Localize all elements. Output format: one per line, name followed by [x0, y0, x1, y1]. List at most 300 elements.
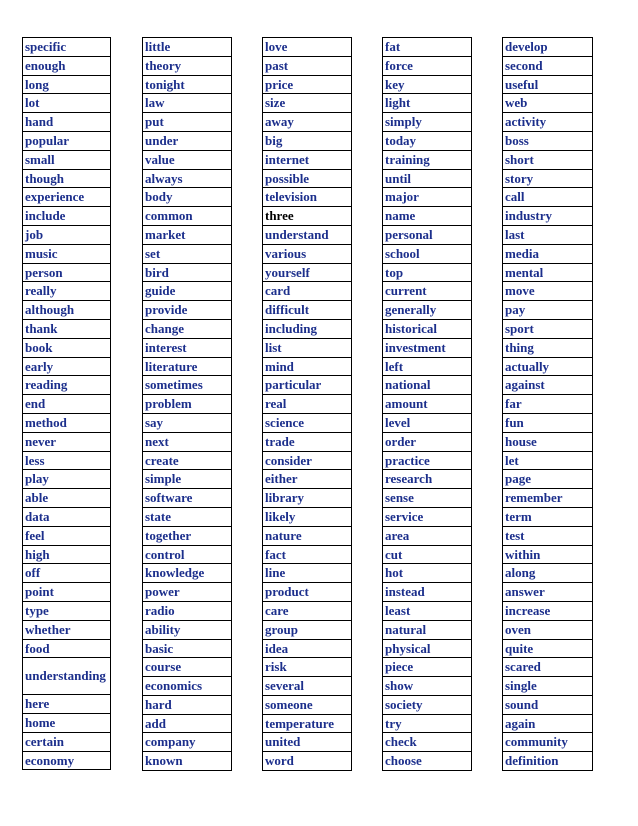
word-cell: along: [503, 564, 593, 583]
word-cell: likely: [263, 507, 352, 526]
word-cell: investment: [383, 338, 472, 357]
word-cell: hot: [383, 564, 472, 583]
word-cell: knowledge: [143, 564, 232, 583]
word-row: [23, 470, 111, 489]
word-row: [23, 620, 111, 639]
word-cell: power: [143, 583, 232, 602]
word-row: [143, 113, 232, 132]
word-cell: sport: [503, 319, 593, 338]
word-row: [23, 357, 111, 376]
word-row: [383, 357, 472, 376]
word-row: [263, 169, 352, 188]
word-cell: say: [143, 413, 232, 432]
word-row: [143, 94, 232, 113]
word-row: [383, 207, 472, 226]
word-cell: oven: [503, 620, 593, 639]
word-row: [383, 583, 472, 602]
word-cell: include: [23, 207, 111, 226]
word-row: [263, 432, 352, 451]
word-cell: simply: [383, 113, 472, 132]
word-row: [503, 301, 593, 320]
word-row: [383, 395, 472, 414]
word-cell: scared: [503, 658, 593, 677]
word-cell: big: [263, 131, 352, 150]
word-row: [23, 150, 111, 169]
word-row: [503, 489, 593, 508]
word-cell: sound: [503, 695, 593, 714]
word-cell: research: [383, 470, 472, 489]
word-row: [503, 752, 593, 771]
word-row: [383, 75, 472, 94]
word-row: [503, 451, 593, 470]
word-row: [263, 526, 352, 545]
word-column-3: [262, 37, 352, 771]
word-cell: national: [383, 376, 472, 395]
word-cell: thank: [23, 319, 111, 338]
word-row: [23, 244, 111, 263]
word-cell: useful: [503, 75, 593, 94]
word-cell: guide: [143, 282, 232, 301]
word-cell: economy: [23, 751, 111, 770]
word-cell: little: [143, 38, 232, 57]
word-cell: let: [503, 451, 593, 470]
word-cell: name: [383, 207, 472, 226]
word-row: [143, 695, 232, 714]
word-row: [263, 150, 352, 169]
word-row: [503, 470, 593, 489]
word-row: [263, 733, 352, 752]
word-cell: ability: [143, 620, 232, 639]
word-row: [503, 338, 593, 357]
word-cell: activity: [503, 113, 593, 132]
word-cell: size: [263, 94, 352, 113]
word-row: [383, 188, 472, 207]
word-row: [503, 225, 593, 244]
word-cell: boss: [503, 131, 593, 150]
word-row: [263, 207, 352, 226]
word-row: [23, 263, 111, 282]
word-row: [263, 188, 352, 207]
word-cell: mind: [263, 357, 352, 376]
word-row: [383, 150, 472, 169]
word-row: [143, 338, 232, 357]
word-cell: line: [263, 564, 352, 583]
word-cell: society: [383, 695, 472, 714]
word-cell: fact: [263, 545, 352, 564]
word-cell: risk: [263, 658, 352, 677]
word-row: [143, 752, 232, 771]
word-row: [23, 169, 111, 188]
word-cell: generally: [383, 301, 472, 320]
word-cell: amount: [383, 395, 472, 414]
word-row: [263, 395, 352, 414]
word-cell: including: [263, 319, 352, 338]
word-row: [143, 639, 232, 658]
word-row: [23, 507, 111, 526]
word-row: [23, 695, 111, 714]
word-row: [383, 677, 472, 696]
word-row: [383, 56, 472, 75]
word-row: [263, 301, 352, 320]
word-row: [23, 376, 111, 395]
word-row: [503, 620, 593, 639]
word-row: [383, 169, 472, 188]
word-row: [503, 38, 593, 57]
word-cell: against: [503, 376, 593, 395]
word-row: [263, 56, 352, 75]
word-cell: understand: [263, 225, 352, 244]
word-row: [383, 601, 472, 620]
word-cell: piece: [383, 658, 472, 677]
word-cell: list: [263, 338, 352, 357]
word-cell: definition: [503, 752, 593, 771]
word-row: [143, 395, 232, 414]
word-cell: last: [503, 225, 593, 244]
word-row: [503, 244, 593, 263]
word-row: [503, 658, 593, 677]
word-cell: instead: [383, 583, 472, 602]
word-cell: least: [383, 601, 472, 620]
word-row: [503, 545, 593, 564]
word-row: [263, 338, 352, 357]
word-cell: feel: [23, 526, 111, 545]
word-row: [23, 75, 111, 94]
word-row: [383, 38, 472, 57]
word-cell: price: [263, 75, 352, 94]
word-cell: company: [143, 733, 232, 752]
word-row: [23, 732, 111, 751]
word-row: [263, 658, 352, 677]
word-cell: quite: [503, 639, 593, 658]
word-cell: away: [263, 113, 352, 132]
word-cell: product: [263, 583, 352, 602]
word-column-2: [142, 37, 232, 771]
word-cell: past: [263, 56, 352, 75]
word-row: [23, 301, 111, 320]
word-cell: major: [383, 188, 472, 207]
word-row: [383, 225, 472, 244]
word-cell: change: [143, 319, 232, 338]
word-column-1: [22, 37, 111, 770]
word-row: [23, 38, 111, 57]
word-cell: either: [263, 470, 352, 489]
word-cell: certain: [23, 732, 111, 751]
word-row: [383, 639, 472, 658]
word-cell: state: [143, 507, 232, 526]
word-row: [383, 131, 472, 150]
word-cell: area: [383, 526, 472, 545]
word-cell: science: [263, 413, 352, 432]
word-cell: remember: [503, 489, 593, 508]
word-row: [383, 263, 472, 282]
word-cell: value: [143, 150, 232, 169]
word-cell: long: [23, 75, 111, 94]
word-cell: far: [503, 395, 593, 414]
word-row: [23, 282, 111, 301]
word-row: [503, 357, 593, 376]
word-cell: person: [23, 263, 111, 282]
word-cell: add: [143, 714, 232, 733]
word-row: [383, 714, 472, 733]
word-cell: show: [383, 677, 472, 696]
word-row: [23, 338, 111, 357]
word-row: [143, 263, 232, 282]
word-row: [503, 169, 593, 188]
word-row: [23, 225, 111, 244]
word-cell: within: [503, 545, 593, 564]
word-cell: radio: [143, 601, 232, 620]
word-cell: word: [263, 752, 352, 771]
word-row: [143, 75, 232, 94]
word-row: [143, 507, 232, 526]
word-cell: early: [23, 357, 111, 376]
word-row: [143, 319, 232, 338]
word-row: [503, 432, 593, 451]
word-row: [383, 545, 472, 564]
word-cell: off: [23, 564, 111, 583]
word-row: [503, 75, 593, 94]
word-cell: popular: [23, 131, 111, 150]
word-row: [23, 583, 111, 602]
word-cell: three: [263, 207, 352, 226]
word-cell: always: [143, 169, 232, 188]
word-cell: real: [263, 395, 352, 414]
word-row: [383, 695, 472, 714]
word-cell: care: [263, 601, 352, 620]
word-row: [143, 451, 232, 470]
word-cell: television: [263, 188, 352, 207]
word-row: [263, 451, 352, 470]
word-row: [263, 489, 352, 508]
word-row: [503, 113, 593, 132]
word-cell: experience: [23, 188, 111, 207]
word-cell: food: [23, 639, 111, 658]
word-cell: provide: [143, 301, 232, 320]
word-cell: theory: [143, 56, 232, 75]
word-row: [143, 620, 232, 639]
word-row: [263, 244, 352, 263]
word-cell: tonight: [143, 75, 232, 94]
word-cell: hard: [143, 695, 232, 714]
word-cell: call: [503, 188, 593, 207]
word-cell: basic: [143, 639, 232, 658]
word-cell: training: [383, 150, 472, 169]
word-cell: under: [143, 131, 232, 150]
word-row: [23, 188, 111, 207]
word-cell: simple: [143, 470, 232, 489]
word-row: [143, 564, 232, 583]
word-cell: short: [503, 150, 593, 169]
word-cell: single: [503, 677, 593, 696]
word-row: [383, 244, 472, 263]
word-cell: never: [23, 432, 111, 451]
word-cell: possible: [263, 169, 352, 188]
word-row: [383, 733, 472, 752]
word-cell: music: [23, 244, 111, 263]
word-cell: term: [503, 507, 593, 526]
word-row: [503, 564, 593, 583]
word-row: [503, 207, 593, 226]
word-row: [143, 150, 232, 169]
word-row: [383, 301, 472, 320]
word-row: [23, 207, 111, 226]
word-cell: bird: [143, 263, 232, 282]
word-cell: difficult: [263, 301, 352, 320]
word-cell: next: [143, 432, 232, 451]
word-row: [263, 639, 352, 658]
word-cell: problem: [143, 395, 232, 414]
word-cell: check: [383, 733, 472, 752]
word-row: [383, 319, 472, 338]
word-row: [263, 357, 352, 376]
word-row: [263, 601, 352, 620]
word-row: [23, 113, 111, 132]
word-cell: key: [383, 75, 472, 94]
word-row: [23, 545, 111, 564]
word-row: [503, 131, 593, 150]
word-row: [23, 56, 111, 75]
word-row: [263, 583, 352, 602]
word-cell: mental: [503, 263, 593, 282]
word-cell: page: [503, 470, 593, 489]
word-row: [263, 282, 352, 301]
word-cell: data: [23, 507, 111, 526]
word-cell: yourself: [263, 263, 352, 282]
word-row: [143, 169, 232, 188]
word-cell: point: [23, 583, 111, 602]
word-row: [263, 413, 352, 432]
word-cell: card: [263, 282, 352, 301]
word-row: [503, 677, 593, 696]
word-row: [503, 263, 593, 282]
word-cell: lot: [23, 94, 111, 113]
word-cell: literature: [143, 357, 232, 376]
word-row: [383, 94, 472, 113]
word-cell: sometimes: [143, 376, 232, 395]
word-row: [383, 526, 472, 545]
word-row: [503, 526, 593, 545]
word-cell: nature: [263, 526, 352, 545]
word-cell: specific: [23, 38, 111, 57]
word-row: [263, 545, 352, 564]
word-cell: job: [23, 225, 111, 244]
word-cell: move: [503, 282, 593, 301]
word-row: [383, 113, 472, 132]
word-cell: whether: [23, 620, 111, 639]
word-cell: although: [23, 301, 111, 320]
word-cell: internet: [263, 150, 352, 169]
word-cell: control: [143, 545, 232, 564]
word-cell: idea: [263, 639, 352, 658]
word-row: [23, 489, 111, 508]
word-cell: again: [503, 714, 593, 733]
word-row: [143, 376, 232, 395]
word-cell: physical: [383, 639, 472, 658]
word-cell: order: [383, 432, 472, 451]
word-cell: force: [383, 56, 472, 75]
word-row: [383, 489, 472, 508]
word-row: [263, 677, 352, 696]
word-cell: particular: [263, 376, 352, 395]
word-cell: home: [23, 714, 111, 733]
word-cell: thing: [503, 338, 593, 357]
word-row: [503, 395, 593, 414]
word-cell: light: [383, 94, 472, 113]
word-row: [383, 413, 472, 432]
word-cell: left: [383, 357, 472, 376]
word-row: [383, 338, 472, 357]
word-row: [143, 545, 232, 564]
word-cell: body: [143, 188, 232, 207]
word-row: [503, 94, 593, 113]
word-row: [143, 38, 232, 57]
word-cell: love: [263, 38, 352, 57]
word-row: [383, 470, 472, 489]
word-cell: able: [23, 489, 111, 508]
word-cell: media: [503, 244, 593, 263]
word-row: [23, 639, 111, 658]
word-cell: software: [143, 489, 232, 508]
word-row: [143, 489, 232, 508]
word-row: [503, 376, 593, 395]
word-cell: known: [143, 752, 232, 771]
word-row: [143, 131, 232, 150]
word-row: [383, 376, 472, 395]
word-row: [263, 620, 352, 639]
word-row: [143, 470, 232, 489]
word-row: [23, 526, 111, 545]
word-row: [503, 319, 593, 338]
word-row: [263, 38, 352, 57]
word-row: [143, 677, 232, 696]
word-cell: understanding: [23, 658, 111, 695]
word-row: [263, 225, 352, 244]
word-cell: temperature: [263, 714, 352, 733]
word-row: [143, 357, 232, 376]
word-row: [503, 695, 593, 714]
word-row: [263, 470, 352, 489]
word-cell: answer: [503, 583, 593, 602]
word-cell: play: [23, 470, 111, 489]
word-cell: someone: [263, 695, 352, 714]
word-column-4: [382, 37, 472, 771]
word-row: [263, 131, 352, 150]
word-cell: here: [23, 695, 111, 714]
word-cell: test: [503, 526, 593, 545]
word-row: [143, 526, 232, 545]
word-row: [143, 413, 232, 432]
word-row: [143, 225, 232, 244]
word-row: [23, 751, 111, 770]
word-cell: historical: [383, 319, 472, 338]
word-cell: common: [143, 207, 232, 226]
word-row: [263, 564, 352, 583]
word-cell: group: [263, 620, 352, 639]
word-cell: top: [383, 263, 472, 282]
word-cell: various: [263, 244, 352, 263]
word-cell: choose: [383, 752, 472, 771]
word-cell: economics: [143, 677, 232, 696]
word-row: [383, 564, 472, 583]
word-row: [23, 601, 111, 620]
word-row: [503, 413, 593, 432]
word-cell: fun: [503, 413, 593, 432]
word-cell: cut: [383, 545, 472, 564]
word-cell: pay: [503, 301, 593, 320]
word-row: [503, 56, 593, 75]
word-row: [23, 564, 111, 583]
word-row: [503, 150, 593, 169]
